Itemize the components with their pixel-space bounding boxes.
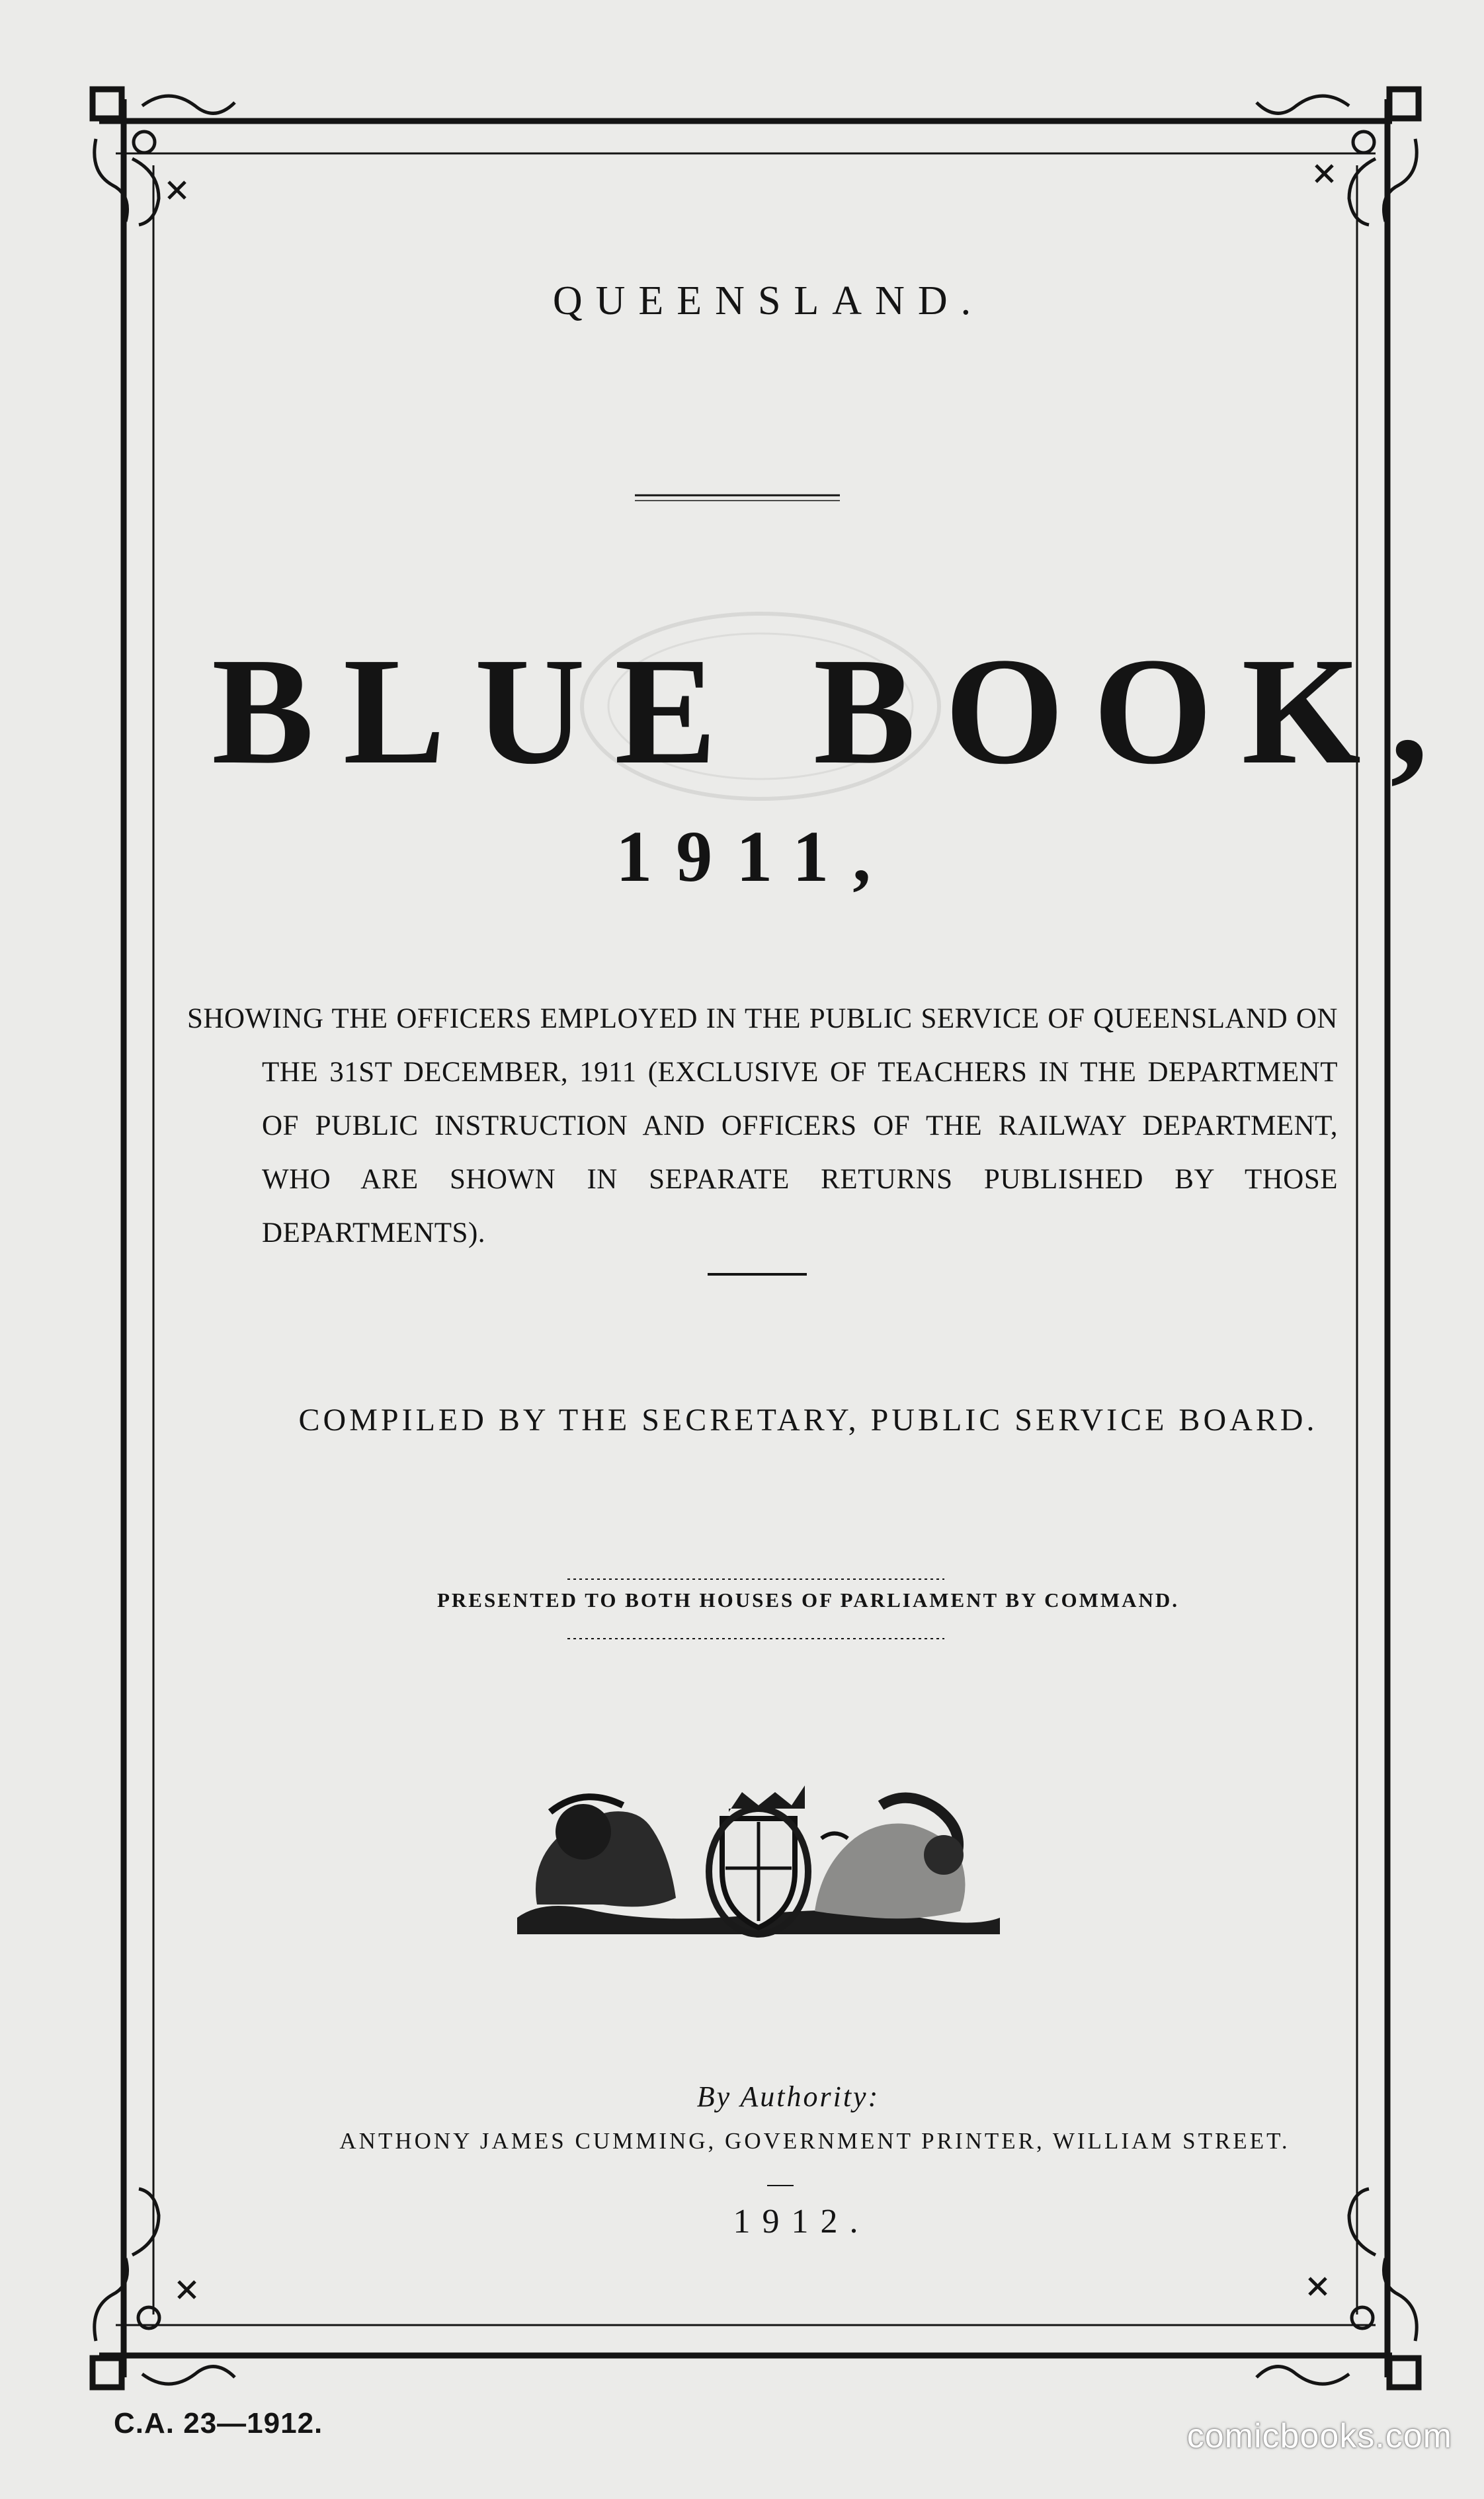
page-title: BLUE BOOK, xyxy=(212,626,1458,796)
corner-ornament-icon xyxy=(1257,96,1417,225)
description-text: SHOWING THE OFFICERS EMPLOYED IN THE PUBLIC SERVICE OF QUEENSLAND ON THE 31ST DECEMBER, 1911 (EXCLUSIVE OF TEACHERS IN THE DEPARTMENT OF PUBLIC INSTRUCTION AND OFFICERS OF THE RAILWAY DEPARTMENT, WHO ARE SHOWN IN SEPARATE RETURNS PUBLISHED BY THOSE DEPARTMENTS). xyxy=(187,1003,1338,1249)
by-authority-line: By Authority: xyxy=(696,2080,880,2113)
description-paragraph xyxy=(187,992,1338,1260)
coat-of-arms-icon xyxy=(511,1785,1007,1941)
watermark-text: comicbooks.com xyxy=(1186,2417,1452,2455)
corner-ornament-icon xyxy=(95,96,235,225)
presented-line: PRESENTED TO BOTH HOUSES OF PARLIAMENT BY COMMAND. xyxy=(436,1588,1180,1612)
catalogue-number: C.A. 23—1912. xyxy=(114,2407,323,2439)
compiled-by-line: COMPILED BY THE SECRETARY, PUBLIC SERVICE BOARD. xyxy=(298,1403,1318,1438)
print-year: 1912. xyxy=(733,2203,870,2240)
printer-line: ANTHONY JAMES CUMMING, GOVERNMENT PRINTER, WILLIAM STREET. xyxy=(339,2128,1290,2154)
title-year: 1911, xyxy=(616,816,895,897)
state-heading: QUEENSLAND. xyxy=(552,278,985,323)
